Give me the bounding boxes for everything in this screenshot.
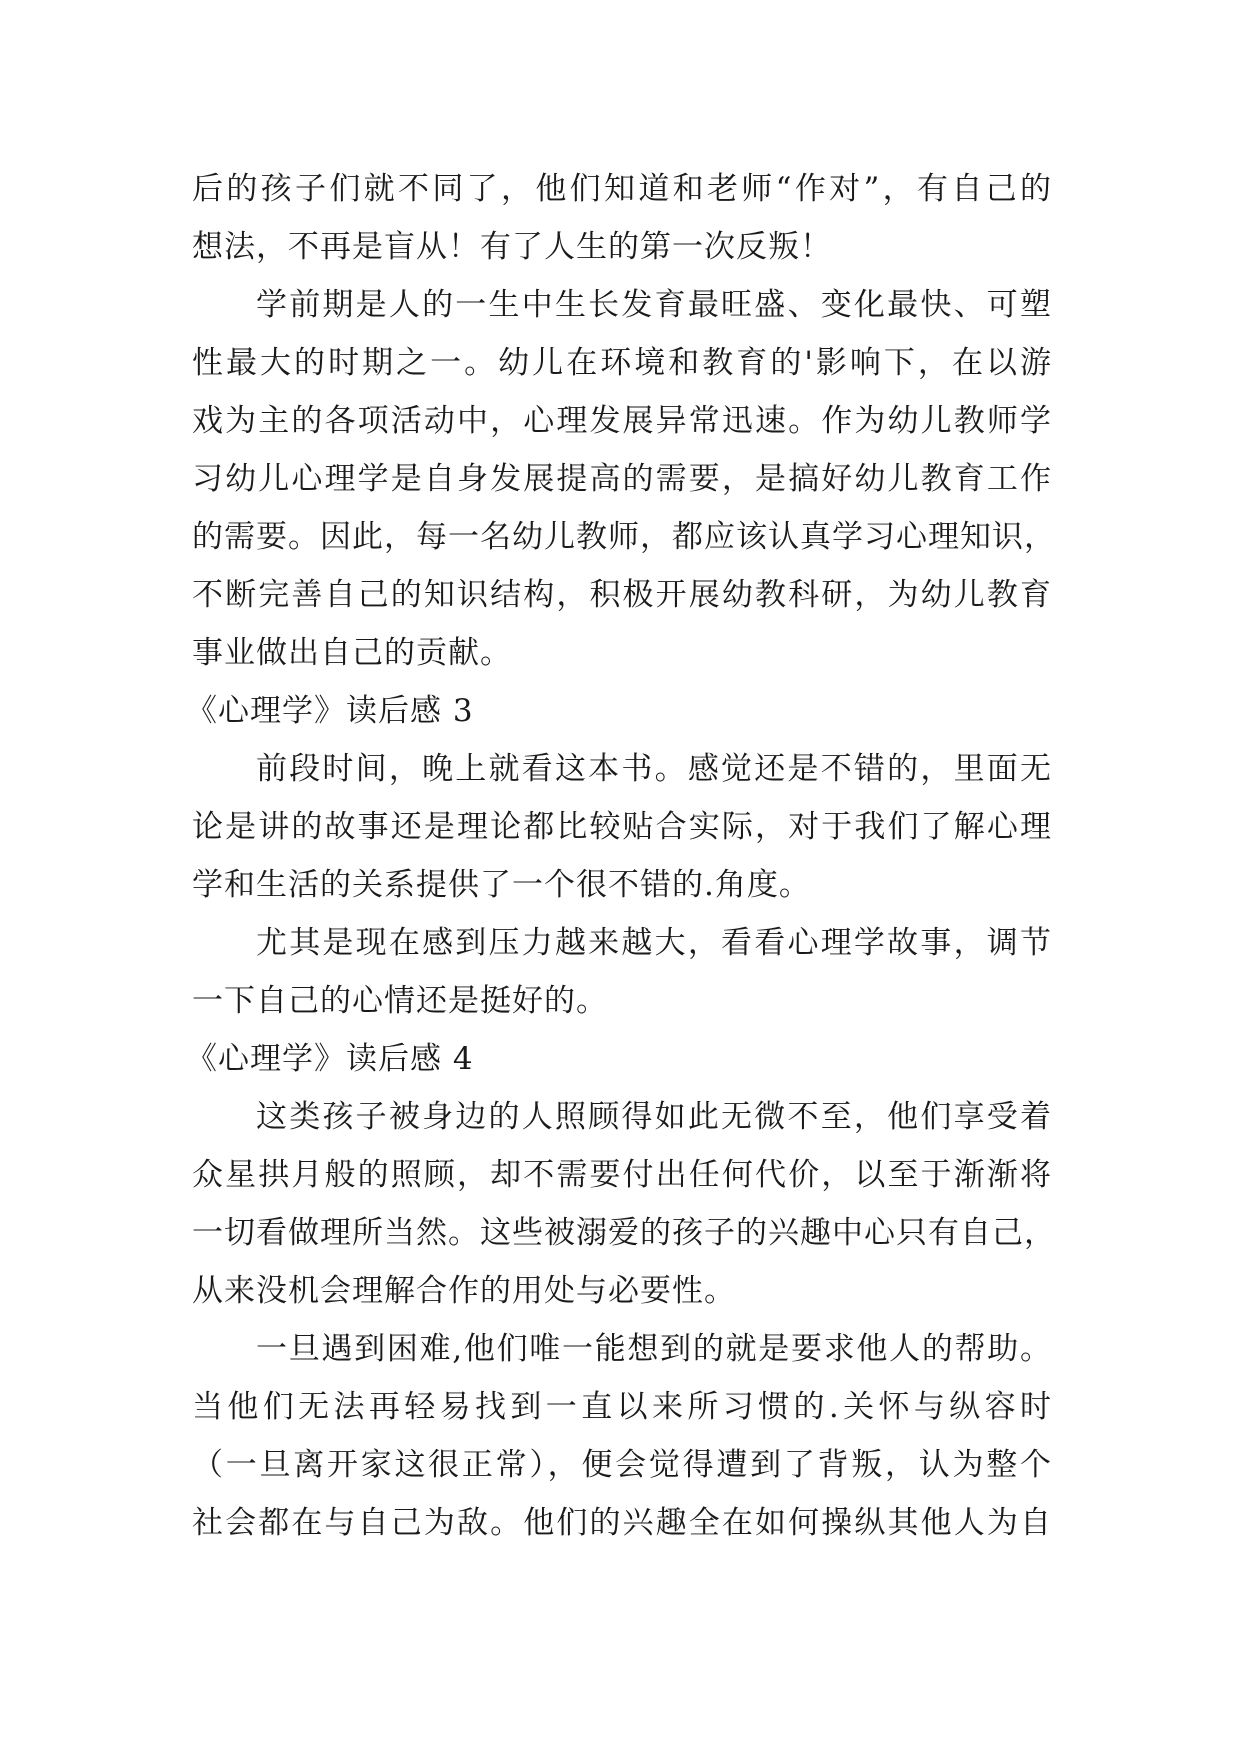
text-line: 学前期是人的一生中生长发育最旺盛、变化最快、可塑	[256, 287, 1052, 323]
text-line: 一切看做理所当然。这些被溺爱的孩子的兴趣中心只有自己，	[192, 1215, 1056, 1251]
text-line: 当他们无法再轻易找到一直以来所习惯的.关怀与纵容时	[192, 1389, 1052, 1425]
text-line: 论是讲的故事还是理论都比较贴合实际，对于我们了解心理	[192, 809, 1052, 845]
text-line: 性最大的时期之一。幼儿在环境和教育的'影响下，在以游	[192, 345, 1052, 381]
text-line: 戏为主的各项活动中，心理发展异常迅速。作为幼儿教师学	[192, 403, 1052, 439]
text-line: 社会都在与自己为敌。他们的兴趣全在如何操纵其他人为自	[192, 1505, 1052, 1541]
text-line: 前段时间，晚上就看这本书。感觉还是不错的，里面无	[256, 751, 1052, 787]
text-line: 事业做出自己的贡献。	[192, 635, 512, 671]
text-line: 众星拱月般的照顾，却不需要付出任何代价，以至于渐渐将	[192, 1157, 1052, 1193]
section-heading: 《心理学》读后感 3	[186, 693, 474, 729]
text-line: （一旦离开家这很正常），便会觉得遭到了背叛，认为整个	[192, 1447, 1052, 1483]
text-line: 不断完善自己的知识结构，积极开展幼教科研，为幼儿教育	[192, 577, 1052, 613]
section-heading: 《心理学》读后感 4	[186, 1041, 474, 1077]
text-line: 的需要。因此，每一名幼儿教师，都应该认真学习心理知识，	[192, 519, 1056, 555]
document-page	[186, 160, 1056, 1552]
text-line: 这类孩子被身边的人照顾得如此无微不至，他们享受着	[256, 1099, 1052, 1135]
text-line: 一旦遇到困难,他们唯一能想到的就是要求他人的帮助。	[256, 1331, 1052, 1367]
text-line: 想法，不再是盲从！有了人生的第一次反叛！	[192, 229, 832, 265]
text-line: 学和生活的关系提供了一个很不错的.角度。	[192, 867, 811, 903]
text-line: 从来没机会理解合作的用处与必要性。	[192, 1273, 736, 1309]
text-line: 后的孩子们就不同了，他们知道和老师“作对”，有自己的	[192, 171, 1052, 207]
text-line: 习幼儿心理学是自身发展提高的需要，是搞好幼儿教育工作	[192, 461, 1052, 497]
text-line: 尤其是现在感到压力越来越大，看看心理学故事，调节	[256, 925, 1052, 961]
text-line: 一下自己的心情还是挺好的。	[192, 983, 608, 1019]
